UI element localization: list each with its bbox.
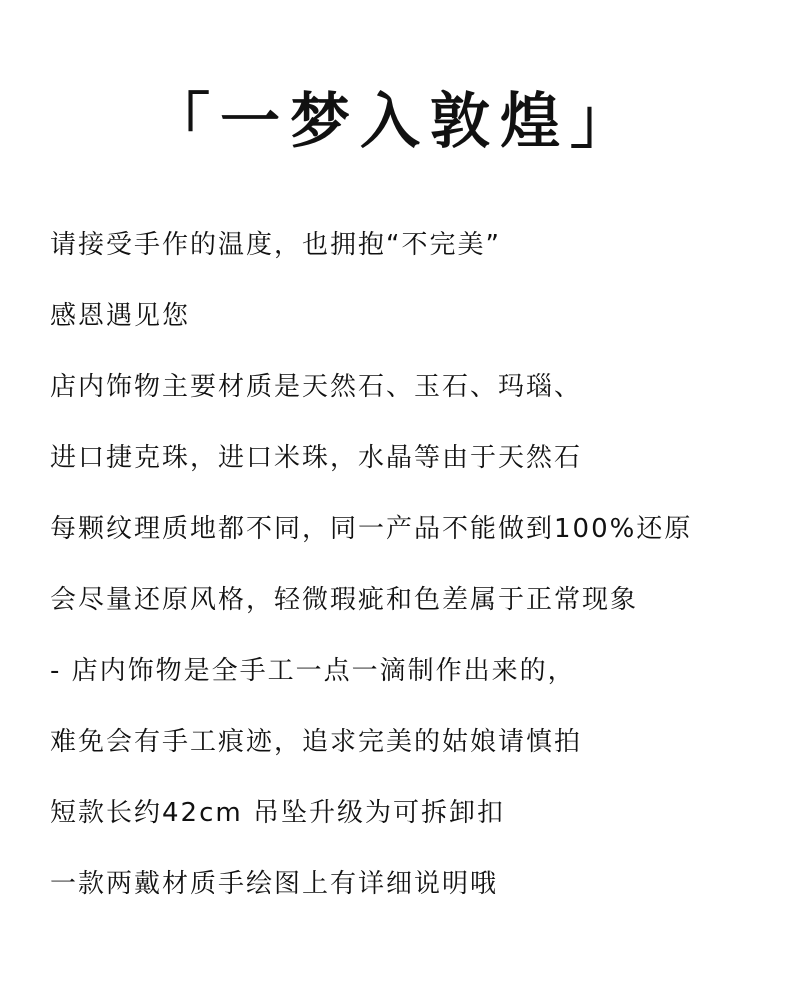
notice-line: 短款长约42cm 吊坠升级为可拆卸扣 <box>50 798 505 828</box>
notice-line: 会尽量还原风格，轻微瑕疵和色差属于正常现象 <box>50 585 639 615</box>
notice-line: 请接受手作的温度，也拥抱“不完美” <box>50 230 501 260</box>
notice-line: 感恩遇见您 <box>50 301 191 331</box>
notice-line: 店内饰物主要材质是天然石、玉石、玛瑙、 <box>50 372 583 402</box>
notice-line: 一款两戴材质手绘图上有详细说明哦 <box>50 869 499 899</box>
notice-line: - 店内饰物是全手工一点一滴制作出来的， <box>50 656 576 686</box>
notice-line: 难免会有手工痕迹，追求完美的姑娘请慎拍 <box>50 727 583 757</box>
notice-text-block <box>50 225 785 935</box>
page-title: 「一梦入敦煌」 <box>150 87 640 157</box>
notice-line: 每颗纹理质地都不同，同一产品不能做到100%还原 <box>50 514 693 544</box>
notice-line: 进口捷克珠，进口米珠，水晶等由于天然石 <box>50 443 583 473</box>
